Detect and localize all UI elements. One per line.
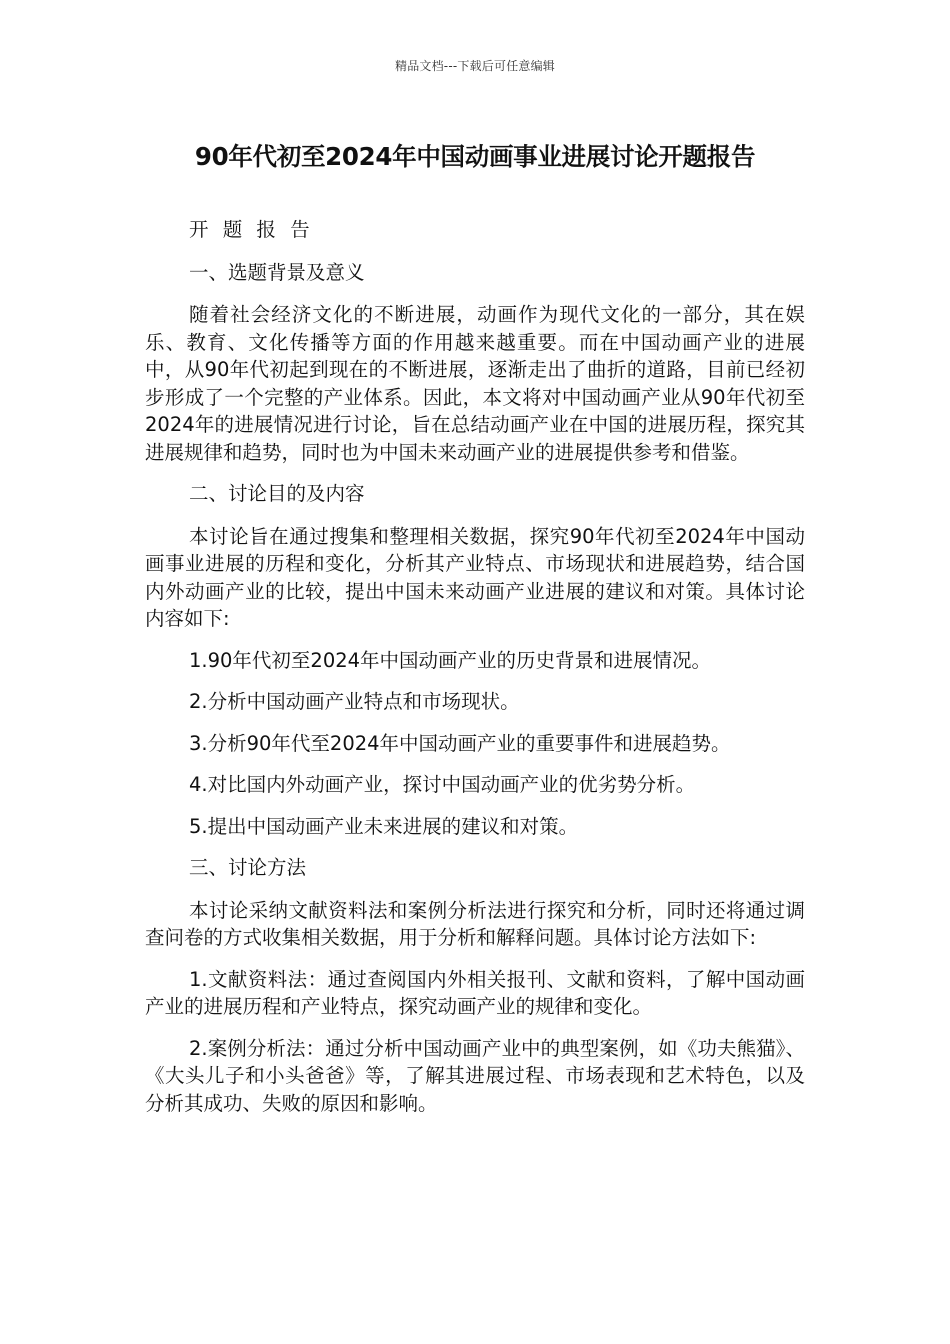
- list-item: 4.对比国内外动画产业，探讨中国动画产业的优劣势分析。: [189, 773, 696, 796]
- list-item: 1.文献资料法：通过查阅国内外相关报刊、文献和资料，了解中国动画产业的进展历程和产业特点，探究动画产业的规律和变化。: [145, 967, 805, 1018]
- section-heading-method: 三、讨论方法: [189, 856, 307, 879]
- doc-type-label: 开 题 报 告: [189, 218, 314, 241]
- list-item: 5.提出中国动画产业未来进展的建议和对策。: [189, 814, 579, 838]
- page-header-note: 精品文档---下载后可任意编辑: [395, 59, 555, 73]
- paragraph-method: 本讨论采纳文献资料法和案例分析法进行探究和分析，同时还将通过调查问卷的方式收集相关数据，用于分析和解释问题。具体讨论方法如下:: [145, 898, 805, 949]
- list-item: 2.分析中国动画产业特点和市场现状。: [189, 690, 520, 713]
- document-body: [145, 216, 805, 1131]
- document-title: 90年代初至2024年中国动画事业进展讨论开题报告: [194, 142, 756, 171]
- section-heading-purpose: 二、讨论目的及内容: [189, 482, 365, 505]
- list-item: 1.90年代初至2024年中国动画产业的历史背景和进展情况。: [189, 648, 712, 672]
- paragraph-background: 随着社会经济文化的不断进展，动画作为现代文化的一部分，其在娱乐、教育、文化传播等方面的作用越来越重要。而在中国动画产业的进展中，从90年代初起到现在的不断进展，逐渐走出了曲折的道路，目前已经初步形成了一个完整的产业体系。因此，本文将对中国动画产业从90年代初至2024年的进展情况进行讨论，旨在总结动画产业在中国的进展历程，探究其进展规律和趋势，同时也为中国未来动画产业的进展提供参考和借鉴。: [145, 303, 805, 464]
- paragraph-purpose: 本讨论旨在通过搜集和整理相关数据，探究90年代初至2024年中国动画事业进展的历程和变化，分析其产业特点、市场现状和进展趋势，结合国内外动画产业的比较，提出中国未来动画产业进展的建议和对策。具体讨论内容如下:: [145, 524, 805, 630]
- list-item: 2.案例分析法：通过分析中国动画产业中的典型案例，如《功夫熊猫》、《大头儿子和小头爸爸》等，了解其进展过程、市场表现和艺术特色，以及分析其成功、失败的原因和影响。: [145, 1036, 805, 1115]
- list-item: 3.分析90年代至2024年中国动画产业的重要事件和进展趋势。: [189, 731, 731, 755]
- section-heading-background: 一、选题背景及意义: [189, 260, 365, 284]
